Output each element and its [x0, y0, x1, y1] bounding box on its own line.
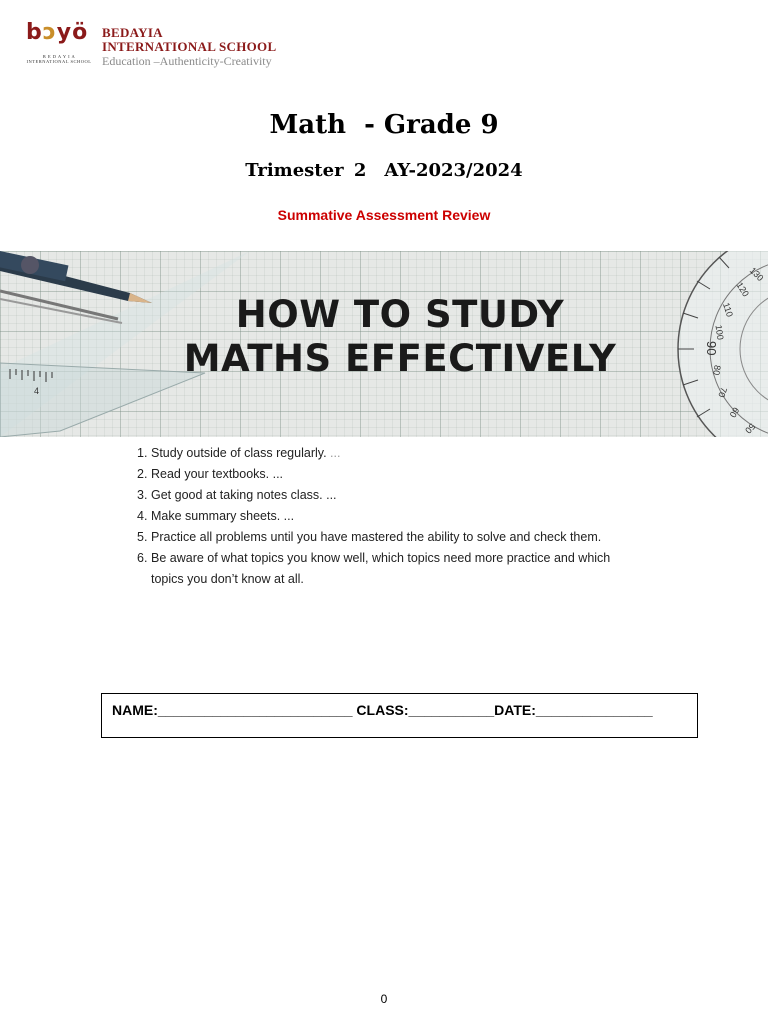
- protractor-label-120: 120: [734, 280, 751, 299]
- banner-heading-line-2: MATHS EFFECTIVELY: [183, 337, 617, 380]
- academic-year: AY-2023/2024: [384, 160, 523, 181]
- page-number: 0: [380, 992, 388, 1006]
- study-tips-list: [137, 443, 637, 590]
- list-item: 4. Make summary sheets. ...: [137, 509, 295, 523]
- page-title: Math - Grade 9: [269, 110, 499, 140]
- compass-leg-icon: [0, 291, 118, 319]
- school-header: [24, 20, 304, 76]
- ruler-label: 4: [34, 386, 40, 396]
- school-name-block: [102, 26, 276, 68]
- logo-letters: yö: [56, 20, 89, 45]
- study-banner-image: [0, 251, 768, 437]
- logo-letter: b: [26, 20, 43, 45]
- school-name-line-2: INTERNATIONAL SCHOOL: [102, 39, 277, 54]
- protractor-label-110: 110: [720, 301, 735, 319]
- protractor-label-90: 90: [704, 341, 719, 356]
- protractor-label-50: 50: [743, 421, 758, 436]
- school-logo: [24, 20, 94, 72]
- student-info-fields[interactable]: NAME:_________________________ CLASS:___________DATE:_______________: [112, 702, 653, 718]
- protractor-label-60: 60: [727, 405, 742, 420]
- list-item: 1. Study outside of class regularly. ...: [137, 446, 341, 460]
- school-name-line-1: BEDAYIA: [102, 25, 163, 40]
- student-info-box: [101, 693, 698, 738]
- term-label: Trimester 2: [245, 160, 367, 181]
- list-item: 2. Read your textbooks. ...: [137, 467, 284, 481]
- term-line: [0, 160, 768, 181]
- logo-subtext: B E D A Y I A INTERNATIONAL SCHOOL: [26, 54, 92, 64]
- protractor-label-130: 130: [747, 265, 766, 284]
- logo-letter-accent: ɔ: [42, 20, 57, 45]
- list-item: 5. Practice all problems until you have mastered the ability to solve and check them.: [137, 530, 602, 544]
- list-item: 3. Get good at taking notes class. ...: [137, 488, 337, 502]
- protractor-label-100: 100: [713, 324, 726, 341]
- review-label: Summative Assessment Review: [277, 207, 491, 223]
- protractor-label-80: 80: [711, 364, 723, 376]
- protractor-label-70: 70: [716, 385, 729, 399]
- protractor-icon: [678, 251, 768, 437]
- school-tagline: Education –Authenticity-Creativity: [102, 54, 272, 68]
- banner-heading-line-1: HOW TO STUDY: [235, 293, 565, 336]
- banner-heading: [160, 293, 640, 381]
- list-item: 6. Be aware of what topics you know well, which topics need more practice and which topics you don’t know at all.: [137, 551, 611, 586]
